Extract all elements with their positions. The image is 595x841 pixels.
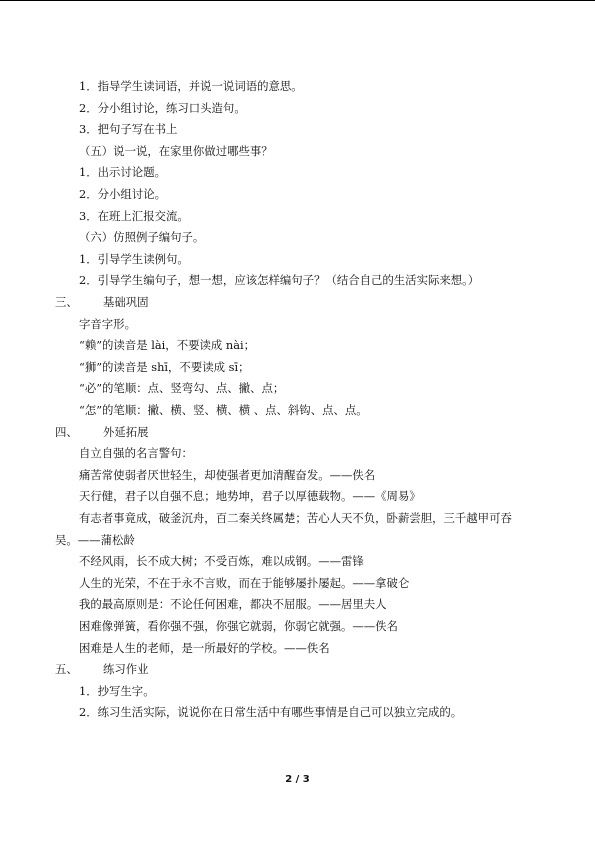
quote-line: 困难像弹簧，看你强不强，你强它就弱，你弱它就强。——佚名 [79,619,398,633]
quote-line: 困难是人生的老师，是一所最好的学校。——佚名 [79,641,330,655]
text-line: 1．抄写生字。 [79,684,155,698]
quote-line: 天行健，君子以自强不息；地势坤，君子以厚德载物。——《周易》 [79,489,421,503]
text-line: 字音字形。 [79,317,136,331]
section-number: 五、 [55,662,78,676]
text-line: 自立自强的名言警句： [79,446,193,460]
text-line: “怎”的笔顺：撇、横、竖、横、横 、点、斜钩、点、点。 [79,403,368,417]
quote-line: 不经风雨，长不成大树；不受百炼，难以成钢。——雷锋 [79,554,364,568]
text-line: （六）仿照例子编句子。 [79,230,205,244]
page-number: 2 / 3 [285,774,310,785]
header-rule [0,0,595,1]
text-line: 1．出示讨论题。 [79,165,166,179]
text-line: 2．分小组讨论。 [79,187,166,201]
text-line: “狮”的读音是 shī，不要读成 sī； [79,360,250,374]
quote-line-continued: 吴。——蒲松龄 [55,533,135,547]
section-number: 四、 [55,425,78,439]
text-line: 1．引导学生读例句。 [79,252,189,266]
quote-line: 人生的光荣，不在于永不言败，而在于能够屡扑屡起。——拿破仑 [79,576,410,590]
section-title: 练习作业 [103,662,149,676]
section-title: 外延拓展 [103,425,149,439]
section-number: 三、 [55,295,78,309]
text-line: 2．分小组讨论，练习口头造句。 [79,101,246,115]
text-line: 2．练习生活实际，说说你在日常生活中有哪些事情是自己可以独立完成的。 [79,705,463,719]
quote-line: 我的最高原则是：不论任何困难，都决不屈服。——居里夫人 [79,597,387,611]
text-line: （五）说一说，在家里你做过哪些事？ [79,144,273,158]
quote-line: 有志者事竟成，破釜沉舟，百二秦关终属楚；苦心人天不负，卧薪尝胆，三千越甲可吞 [79,511,512,525]
text-line: 3．把句子写在书上 [79,122,178,136]
section-title: 基础巩固 [103,295,149,309]
text-line: “必”的笔顺：点、竖弯勾、点、撇、点； [79,381,285,395]
text-line: 2．引导学生编句子，想一想，应该怎样编句子？（结合自己的生活实际来想。） [79,273,480,287]
quote-line: 痛苦常使弱者厌世轻生，却使强者更加清醒奋发。——佚名 [79,468,376,482]
text-line: 1．指导学生读词语，并说一说词语的意思。 [79,79,303,93]
text-line: “赖”的读音是 lài，不要读成 nài； [79,338,256,352]
text-line: 3．在班上汇报交流。 [79,209,189,223]
